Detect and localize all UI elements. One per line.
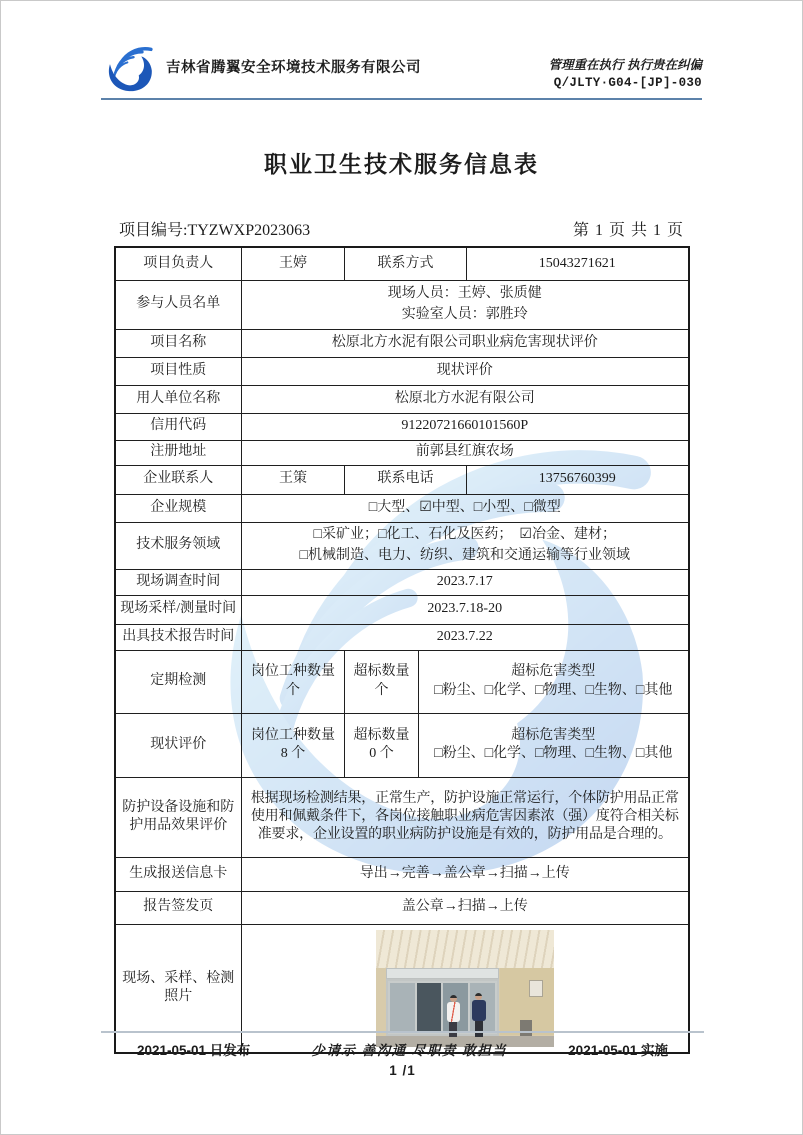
table-row [115,650,689,713]
credit-code-label: 信用代码 [115,413,242,440]
info-card-flow: 导出→完善→盖公章→扫描→上传 [242,857,689,891]
company-contact-value: 王策 [242,465,345,494]
employer-name-label: 用人单位名称 [115,385,242,413]
status-exceed-count: 超标数量 0 个 [345,713,419,777]
table-row [115,891,689,924]
footer-implemented-date: 2021-05-01 实施 [568,1043,668,1058]
credit-code-value: 91220721660101560P [242,413,689,440]
contact-phone-value: 13756760399 [467,465,689,494]
project-number-value: TYZWXP2023063 [187,222,311,239]
photo-wall-sign [529,980,543,998]
sampling-time-label: 现场采样/测量时间 [115,595,242,624]
photo-ceiling [376,930,554,969]
table-row [115,595,689,624]
document-code: Q/JLTY·G04-[JP]-030 [553,76,702,90]
photo-door-transom [386,968,498,979]
page-title: 职业卫生技术服务信息表 [264,151,539,177]
table-row [115,624,689,650]
table-row [115,494,689,522]
table-row [115,569,689,595]
footer-motto: 少请示 善沟通 尽职责 敢担当 [311,1043,508,1058]
service-field-checkboxes: □采矿业；□化工、石化及医药； ☑冶金、建材； □机械制造、电力、纺织、建筑和交通运输等行业领域 [242,522,689,569]
info-table [114,246,690,1054]
project-number-label: 项目编号: [119,222,188,239]
project-type-label: 项目性质 [115,357,242,385]
report-time-label: 出具技术报告时间 [115,624,242,650]
project-number [119,217,310,240]
registered-address-label: 注册地址 [115,440,242,465]
page-indicator: 第 1 页 共 1 页 [572,222,684,239]
table-row [115,440,689,465]
site-entrance-photo [376,930,554,1047]
table-row [115,522,689,569]
project-name-value: 松原北方水泥有限公司职业病危害现状评价 [242,329,689,357]
participants-label: 参与人员名单 [115,280,242,329]
project-type-value: 现状评价 [242,357,689,385]
contact-method-label: 联系方式 [345,247,467,280]
service-field-label: 技术服务领域 [115,522,242,569]
table-row [115,465,689,494]
status-eval-label: 现状评价 [115,713,242,777]
status-jobs-count: 岗位工种数量 8 个 [242,713,345,777]
table-row [115,713,689,777]
project-leader-value: 王婷 [242,247,345,280]
meta-row [119,217,684,240]
photos-label: 现场、采样、检测照片 [115,924,242,1053]
project-name-label: 项目名称 [115,329,242,357]
status-hazard-types: 超标危害类型 □粉尘、□化学、□物理、□生物、□其他 [419,713,689,777]
survey-time-label: 现场调查时间 [115,569,242,595]
table-row [115,857,689,891]
table-row [115,247,689,280]
page-footer [101,1031,704,1078]
header-right [549,55,702,92]
periodic-exceed-count: 超标数量 个 [345,650,419,713]
employer-name-value: 松原北方水泥有限公司 [242,385,689,413]
contact-phone-label: 联系电话 [345,465,467,494]
protection-eval-label: 防护设备设施和防护用品效果评价 [115,777,242,857]
table-row [115,357,689,385]
report-signing-flow: 盖公章→扫描→上传 [242,891,689,924]
page-header [101,1,702,100]
info-card-label: 生成报送信息卡 [115,857,242,891]
periodic-testing-label: 定期检测 [115,650,242,713]
sampling-time-value: 2023.7.18-20 [242,595,689,624]
company-scale-checkboxes: □大型、☑中型、□小型、□微型 [242,494,689,522]
registered-address-value: 前郭县红旗农场 [242,440,689,465]
report-signing-label: 报告签发页 [115,891,242,924]
company-scale-label: 企业规模 [115,494,242,522]
project-leader-label: 项目负责人 [115,247,242,280]
participants-value: 现场人员：王婷、张质健 实验室人员：郭胜玲 [242,280,689,329]
periodic-hazard-types: 超标危害类型 □粉尘、□化学、□物理、□生物、□其他 [419,650,689,713]
company-contact-label: 企业联系人 [115,465,242,494]
table-row [115,329,689,357]
company-name: 吉林省腾翼安全环境技术服务有限公司 [166,60,421,76]
footer-page-number: 1 /1 [389,1063,416,1078]
footer-issued-date: 2021-05-01 日发布 [137,1043,251,1058]
report-time-value: 2023.7.22 [242,624,689,650]
periodic-jobs-count: 岗位工种数量 个 [242,650,345,713]
brand [101,45,421,92]
survey-time-value: 2023.7.17 [242,569,689,595]
table-row [115,413,689,440]
header-slogan: 管理重在执行 执行贵在纠偏 [548,58,702,72]
contact-method-value: 15043271621 [467,247,689,280]
table-row [115,280,689,329]
table-row [115,777,689,857]
table-row [115,385,689,413]
protection-eval-text: 根据现场检测结果，正常生产，防护设施正常运行，个体防护用品正常使用和佩戴条件下，各岗位接触职业病危害因素浓（强）度符合相关标准要求，企业设置的职业病防护设施是有效的，防护用品是合理的。 [242,777,689,857]
company-logo-icon [101,45,159,92]
